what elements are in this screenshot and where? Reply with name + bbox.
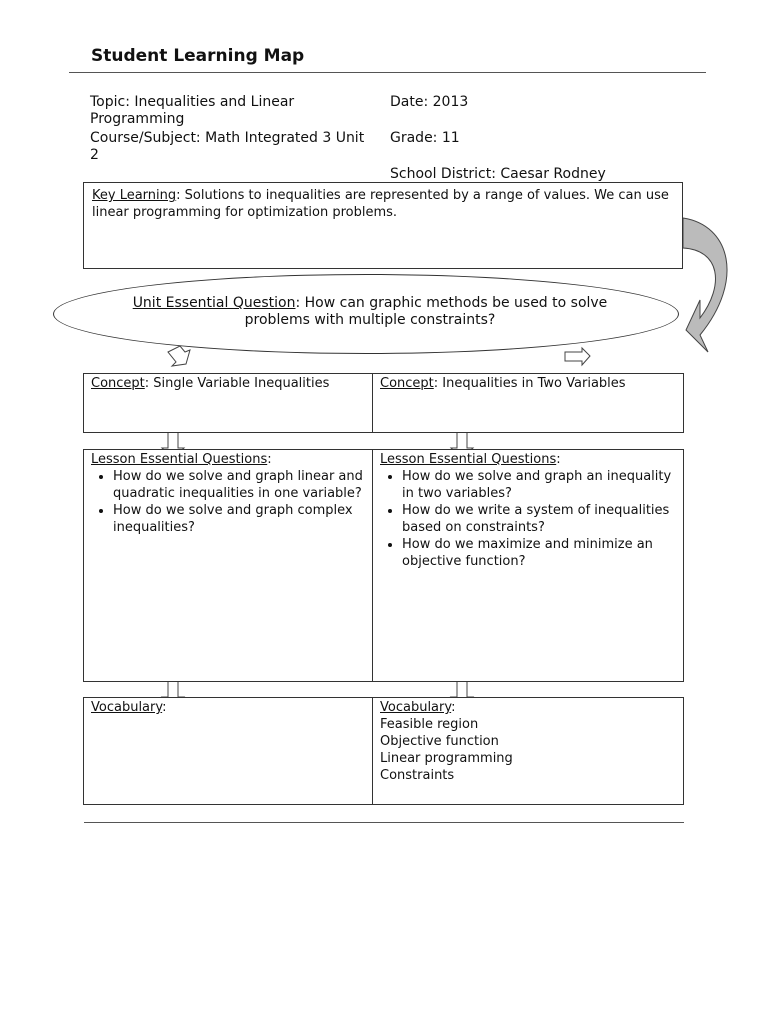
arrow-left-small	[168, 346, 190, 366]
course-line: Course/Subject: Math Integrated 3 Unit 2	[90, 130, 365, 163]
lesson-questions-box-2: Lesson Essential Questions: • How do we solve and graph an inequality in two variables? • How do we write a system of inequalities based on constraints? • How do we maximize and minimize an objective function?	[372, 449, 684, 682]
key-learning-label: Key Learning	[92, 188, 177, 203]
curved-arrow	[683, 218, 727, 352]
essential-question-label: Unit Essential Question	[132, 295, 296, 311]
page-title: Student Learning Map	[91, 46, 305, 66]
vocabulary-label: Vocabulary	[91, 700, 163, 715]
essential-question	[120, 295, 620, 329]
lesson-questions-box-1: Lesson Essential Questions: • How do we solve and graph linear and quadratic inequalities in one variable? • How do we solve and graph complex inequalities?	[83, 449, 373, 682]
concept-box-1	[83, 373, 373, 433]
essential-question-text: : How can graphic methods be used to solve problems with multiple constraints?	[244, 295, 608, 328]
concept-text: : Inequalities in Two Variables	[433, 376, 626, 391]
vocabulary-box-2: Vocabulary: Feasible region Objective function Linear programming Constraints	[372, 697, 684, 805]
date-line: Date: 2013	[390, 94, 469, 110]
bottom-divider	[84, 822, 684, 823]
vocab-term: Constraints	[380, 768, 455, 783]
list-item: • How do we write a system of inequalities based on constraints?	[402, 502, 676, 536]
concept-box-2	[372, 373, 684, 433]
key-learning-text: : Solutions to inequalities are represented by a range of values. We can use linear programming for optimization problems.	[92, 188, 669, 220]
key-learning-box	[83, 182, 683, 269]
concept-label: Concept	[380, 376, 434, 391]
vocab-term: Objective function	[380, 734, 499, 749]
vocabulary-box-1: Vocabulary:	[83, 697, 373, 805]
list-item: • How do we solve and graph complex inequalities?	[113, 502, 365, 536]
top-divider	[69, 72, 706, 73]
list-item: • How do we maximize and minimize an objective function?	[402, 536, 676, 570]
concept-label: Concept	[91, 376, 145, 391]
lesson-label: Lesson Essential Questions	[91, 452, 268, 467]
concept-text: : Single Variable Inequalities	[144, 376, 330, 391]
vocabulary-label: Vocabulary	[380, 700, 452, 715]
topic-line: Topic: Inequalities and Linear Programming	[90, 94, 295, 127]
grade-line: Grade: 11	[390, 130, 460, 146]
list-item: • How do we solve and graph an inequality in two variables?	[402, 468, 676, 502]
vocab-term: Linear programming	[380, 751, 513, 766]
vocab-term: Feasible region	[380, 717, 479, 732]
arrow-right-small	[565, 348, 590, 365]
district-line: School District: Caesar Rodney	[390, 166, 606, 182]
list-item: • How do we solve and graph linear and quadratic inequalities in one variable?	[113, 468, 365, 502]
lesson-label: Lesson Essential Questions	[380, 452, 557, 467]
